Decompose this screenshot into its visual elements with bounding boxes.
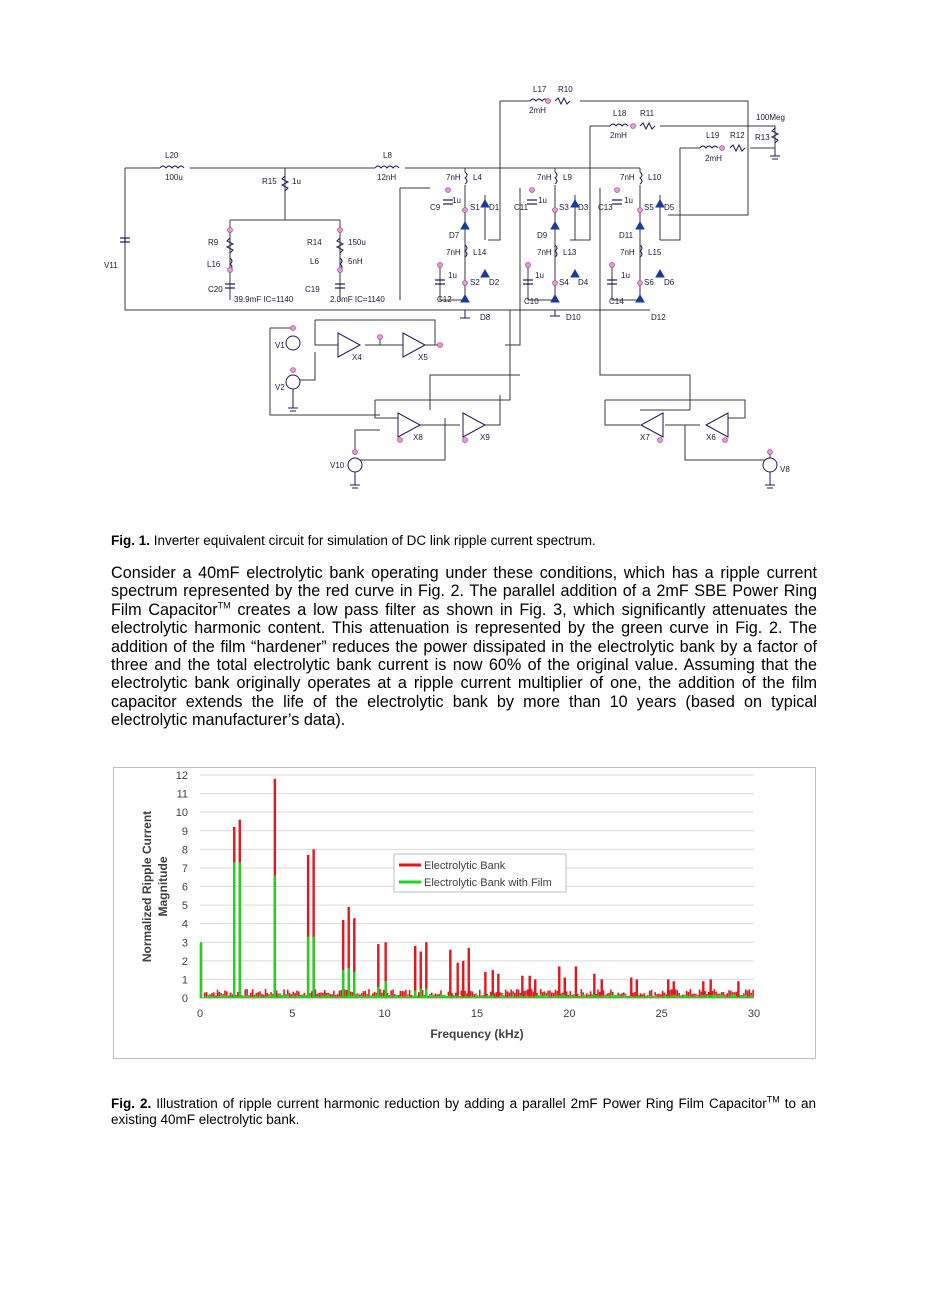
label-L4: L4 bbox=[473, 173, 482, 182]
label-L14-value: 7nH bbox=[446, 248, 461, 257]
label-L9: L9 bbox=[563, 173, 572, 182]
label-L9-value: 7nH bbox=[537, 173, 552, 182]
figure1-caption-label: Fig. 1. bbox=[111, 533, 151, 548]
label-X7: X7 bbox=[640, 433, 650, 442]
label-V1: V1 bbox=[275, 341, 285, 350]
x-axis-title: Frequency (kHz) bbox=[430, 1027, 524, 1041]
label-V11: V11 bbox=[104, 261, 118, 270]
label-C13: C13 bbox=[598, 203, 613, 212]
figure2-caption-trademark: TM bbox=[766, 1094, 780, 1105]
label-L19-value: 2mH bbox=[705, 154, 722, 163]
label-L19: L19 bbox=[706, 131, 720, 140]
label-L18: L18 bbox=[613, 109, 627, 118]
label-L4-value: 7nH bbox=[446, 173, 461, 182]
label-L18-value: 2mH bbox=[610, 131, 627, 140]
y-tick-label: 3 bbox=[181, 937, 188, 950]
y-tick-label: 6 bbox=[181, 881, 188, 894]
figure1-caption bbox=[111, 533, 816, 548]
label-D1: D1 bbox=[489, 203, 500, 212]
label-D6: D6 bbox=[664, 278, 675, 287]
legend-entry: Electrolytic Bank with Film bbox=[424, 877, 552, 889]
x-tick-label: 0 bbox=[196, 1008, 204, 1020]
label-C12-value: 1u bbox=[448, 271, 457, 280]
y-tick-label: 4 bbox=[181, 918, 188, 931]
figure2-caption-label: Fig. 2. bbox=[111, 1096, 152, 1111]
y-tick-label: 11 bbox=[176, 788, 188, 801]
label-L15: L15 bbox=[648, 248, 662, 257]
y-axis-title-line1: Normalized Ripple Current bbox=[140, 810, 154, 963]
label-L10-value: 7nH bbox=[620, 173, 635, 182]
label-R14: R14 bbox=[307, 238, 322, 247]
x-tick-label: 10 bbox=[378, 1008, 391, 1020]
label-D12: D12 bbox=[651, 313, 666, 322]
x-tick-label: 30 bbox=[747, 1008, 761, 1020]
y-tick-label: 1 bbox=[181, 974, 188, 987]
label-L16: L16 bbox=[207, 260, 221, 269]
circuit-schematic bbox=[95, 78, 795, 498]
label-L15-value: 7nH bbox=[620, 248, 635, 257]
label-X5: X5 bbox=[418, 353, 428, 362]
label-V8: V8 bbox=[780, 465, 790, 474]
label-X9: X9 bbox=[480, 433, 490, 442]
label-L14: L14 bbox=[473, 248, 487, 257]
ripple-spectrum-chart bbox=[113, 767, 816, 1059]
x-tick-label: 15 bbox=[470, 1008, 484, 1020]
label-S5: S5 bbox=[644, 203, 654, 212]
label-C11: C11 bbox=[514, 203, 529, 212]
label-C14-value: 1u bbox=[621, 271, 630, 280]
label-C13-value: 1u bbox=[624, 196, 633, 205]
label-D8: D8 bbox=[480, 313, 491, 322]
label-L10: L10 bbox=[648, 173, 662, 182]
legend-entry: Electrolytic Bank bbox=[424, 860, 506, 872]
label-L17: L17 bbox=[533, 85, 547, 94]
label-C11-value: 1u bbox=[538, 196, 547, 205]
label-L13-value: 7nH bbox=[537, 248, 552, 257]
x-tick-label: 25 bbox=[655, 1008, 668, 1020]
label-D2: D2 bbox=[489, 278, 500, 287]
label-C14: C14 bbox=[609, 297, 624, 306]
label-X8: X8 bbox=[413, 433, 423, 442]
figure2-caption bbox=[111, 1096, 816, 1128]
y-tick-label: 8 bbox=[181, 844, 188, 857]
label-X4: X4 bbox=[352, 353, 362, 362]
label-C9: C9 bbox=[430, 203, 441, 212]
label-L8-value: 12nH bbox=[377, 173, 397, 182]
x-tick-label: 5 bbox=[289, 1008, 296, 1020]
y-tick-label: 10 bbox=[175, 807, 188, 820]
label-D3: D3 bbox=[578, 203, 589, 212]
x-tick-label: 20 bbox=[563, 1008, 576, 1020]
label-R13-value: 100Meg bbox=[756, 113, 785, 122]
label-C12: C12 bbox=[437, 295, 452, 304]
label-C19: C19 bbox=[305, 285, 320, 294]
body-text-part1: Consider a 40mF electrolytic bank operating under these conditions, which has a ripple current spectrum represented by the red curve in Fig. 2. The parallel addition of a 2mF SBE Power Ring Film Capacitor bbox=[111, 564, 817, 619]
y-tick-label: 5 bbox=[181, 900, 188, 913]
label-R12: R12 bbox=[730, 131, 745, 140]
label-L6-value: 5nH bbox=[348, 257, 363, 266]
y-axis-title-line2: Magnitude bbox=[156, 856, 170, 917]
label-D4: D4 bbox=[578, 278, 589, 287]
label-L8: L8 bbox=[383, 151, 392, 160]
body-trademark: TM bbox=[217, 600, 231, 611]
figure2-caption-text1: Illustration of ripple current harmonic reduction by adding a parallel 2mF Power Ring Film Capacitor bbox=[151, 1096, 767, 1111]
label-C20-value: 39.9mF IC=1140 bbox=[234, 295, 294, 304]
label-C20: C20 bbox=[208, 285, 223, 294]
label-R10: R10 bbox=[558, 85, 573, 94]
label-R11: R11 bbox=[640, 109, 655, 118]
label-D11: D11 bbox=[619, 231, 634, 240]
label-R15-value: 1u bbox=[292, 177, 301, 186]
label-C9-value: 1u bbox=[452, 196, 461, 205]
y-tick-label: 2 bbox=[181, 955, 188, 968]
label-R9: R9 bbox=[208, 238, 219, 247]
y-tick-label: 7 bbox=[181, 862, 188, 875]
label-V2: V2 bbox=[275, 383, 285, 392]
body-text-part2: creates a low pass filter as shown in Fig. 3, which significantly attenuates the electrolytic harmonic content. This attenuation is represented by the green curve in Fig. 2. The addition of the film “hardener” reduces the power dissipated in the electrolytic bank by a factor of three and the total electrolytic bank current is now 60% of the original value. Assuming that the electrolytic bank originally operates at a ripple current multiplier of one, the addition of the film capacitor extends the life of the electrolytic bank by more than 10 years (based on typical electrolytic manufacturer’s data). bbox=[111, 600, 818, 730]
label-S1: S1 bbox=[470, 203, 480, 212]
label-D5: D5 bbox=[664, 203, 675, 212]
label-L17-value: 2mH bbox=[529, 106, 546, 115]
label-X6: X6 bbox=[706, 433, 716, 442]
body-paragraph bbox=[111, 564, 817, 730]
y-tick-label: 0 bbox=[181, 993, 188, 1005]
figure2-caption-text2: to an existing 40mF electrolytic bank. bbox=[111, 1096, 816, 1127]
label-S2: S2 bbox=[470, 278, 480, 287]
label-L6: L6 bbox=[310, 257, 319, 266]
y-tick-label: 9 bbox=[181, 825, 188, 838]
label-V10: V10 bbox=[330, 461, 345, 470]
label-C10-value: 1u bbox=[535, 271, 544, 280]
label-R13: R13 bbox=[755, 133, 770, 142]
label-L20-value: 100u bbox=[165, 173, 183, 182]
chart-canvas bbox=[114, 768, 817, 1060]
label-L20: L20 bbox=[165, 151, 179, 160]
label-R15: R15 bbox=[262, 177, 277, 186]
label-L13: L13 bbox=[563, 248, 577, 257]
label-C10: C10 bbox=[524, 297, 539, 306]
label-S4: S4 bbox=[559, 278, 569, 287]
y-tick-label: 12 bbox=[175, 770, 188, 782]
label-S6: S6 bbox=[644, 278, 654, 287]
label-S3: S3 bbox=[559, 203, 569, 212]
label-C19-value: 2.0mF IC=1140 bbox=[330, 295, 385, 304]
figure1-caption-text: Inverter equivalent circuit for simulation of DC link ripple current spectrum. bbox=[150, 533, 596, 548]
label-D10: D10 bbox=[566, 313, 581, 322]
label-D9: D9 bbox=[537, 231, 548, 240]
label-D7: D7 bbox=[449, 231, 460, 240]
label-R14-value: 150u bbox=[348, 238, 366, 247]
